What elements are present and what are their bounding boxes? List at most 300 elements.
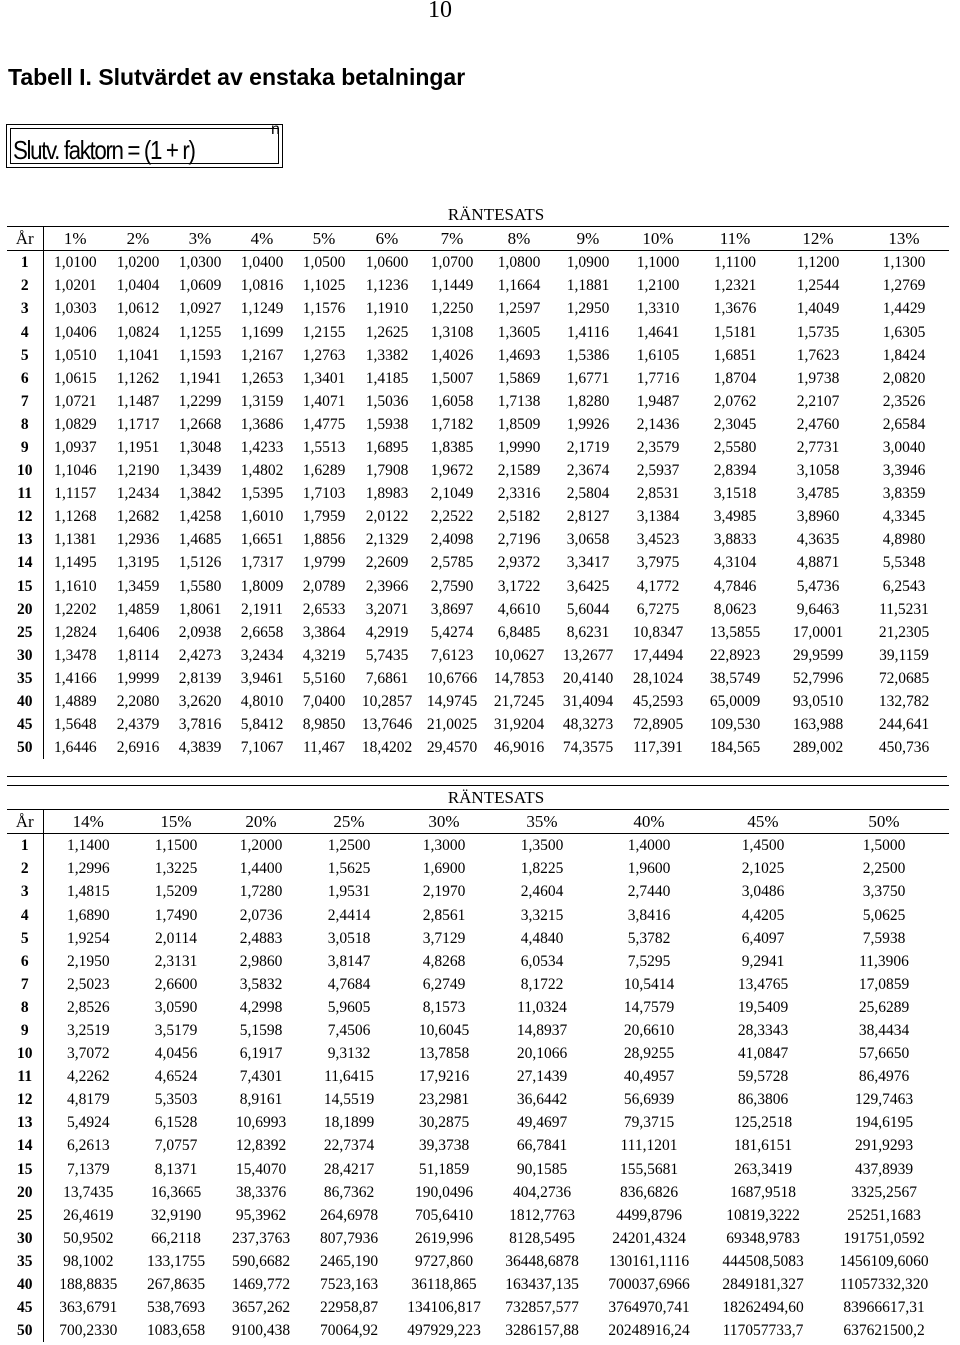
- factor-cell: 1,1941: [178, 369, 222, 387]
- factor-cell: 2,0762: [713, 392, 757, 410]
- factor-cell: 1,1000: [636, 254, 680, 272]
- factor-cell: 1,1400: [66, 837, 110, 855]
- factor-cell: 291,9293: [854, 1137, 914, 1155]
- year-cell: 50: [7, 1319, 43, 1342]
- factor-cell: 2,0114: [154, 929, 198, 947]
- table1-column-header: 3%: [169, 227, 231, 251]
- factor-cell: 19,5409: [737, 998, 789, 1016]
- factor-cell: 1,2000: [239, 837, 283, 855]
- factor-cell: 1,7280: [239, 883, 283, 901]
- factor-cell: 6,8485: [497, 623, 541, 641]
- factor-cell: 1,9738: [796, 369, 840, 387]
- factor-cell: 1,8009: [240, 577, 284, 595]
- year-cell: 5: [7, 927, 43, 950]
- factor-cell: 28,3343: [737, 1021, 789, 1039]
- factor-cell: 1,2936: [116, 531, 160, 549]
- factor-cell: 5,8412: [240, 716, 284, 734]
- factor-cell: 45,2593: [632, 693, 684, 711]
- factor-cell: 1,2668: [178, 415, 222, 433]
- factor-cell: 22,8923: [709, 646, 761, 664]
- factor-cell: 2,2500: [862, 860, 906, 878]
- factor-cell: 25,6289: [858, 998, 910, 1016]
- table2-column-header: 20%: [219, 810, 303, 834]
- table1-column-header: 11%: [693, 227, 777, 251]
- factor-cell: 1,7103: [302, 485, 346, 503]
- table-row: [7, 1111, 949, 1134]
- year-cell: 4: [7, 903, 43, 926]
- factor-cell: 2,1911: [240, 600, 284, 618]
- factor-cell: 163,988: [792, 716, 844, 734]
- factor-cell: 1,0500: [302, 254, 346, 272]
- table-row: [7, 857, 949, 880]
- factor-cell: 15,4070: [235, 1160, 287, 1178]
- factor-cell: 2,8526: [66, 998, 110, 1016]
- factor-cell: 4,1772: [636, 577, 680, 595]
- year-cell: 25: [7, 1204, 43, 1227]
- factor-cell: 8,0623: [713, 600, 757, 618]
- table-row: [7, 1065, 949, 1088]
- factor-cell: 1,4185: [365, 369, 409, 387]
- factor-cell: 3,3750: [862, 883, 906, 901]
- factor-cell: 4,8010: [240, 693, 284, 711]
- table-row: [7, 413, 949, 436]
- table-row: [7, 973, 949, 996]
- factor-cell: 1,6895: [365, 438, 409, 456]
- factor-cell: 1,5000: [862, 837, 906, 855]
- factor-cell: 1,0700: [430, 254, 474, 272]
- factor-cell: 98,1002: [63, 1252, 114, 1270]
- formula-box-inner-border: [10, 128, 279, 164]
- year-cell: 35: [7, 667, 43, 690]
- factor-cell: 3,7975: [636, 554, 680, 572]
- factor-cell: 132,782: [878, 693, 930, 711]
- factor-cell: 21,0025: [426, 716, 478, 734]
- factor-cell: 1,0406: [53, 323, 97, 341]
- factor-cell: 3,8416: [627, 906, 671, 924]
- factor-cell: 22958,87: [319, 1299, 379, 1317]
- factor-cell: 93,0510: [792, 693, 844, 711]
- page-number: 10: [428, 0, 452, 23]
- factor-cell: 700037,6966: [608, 1276, 690, 1294]
- factor-cell: 2,4414: [327, 906, 371, 924]
- year-cell: 45: [7, 1296, 43, 1319]
- table-row: [7, 1019, 949, 1042]
- factor-cell: 8,1573: [422, 998, 466, 1016]
- factor-cell: 1,6771: [566, 369, 610, 387]
- factor-cell: 14,7853: [493, 669, 545, 687]
- factor-cell: 1,4775: [302, 415, 346, 433]
- table2-column-header: 30%: [395, 810, 493, 834]
- factor-cell: 2,4273: [178, 646, 222, 664]
- factor-cell: 5,3503: [154, 1091, 198, 1109]
- year-cell: 13: [7, 528, 43, 551]
- factor-cell: 1456109,6060: [839, 1252, 929, 1270]
- factor-cell: 46,9016: [493, 739, 545, 757]
- factor-cell: 11057332,320: [839, 1276, 929, 1294]
- factor-cell: 3,7129: [422, 929, 466, 947]
- year-cell: 12: [7, 1088, 43, 1111]
- factor-cell: 2,5785: [430, 554, 474, 572]
- factor-cell: 5,1598: [239, 1021, 283, 1039]
- year-cell: 6: [7, 367, 43, 390]
- year-cell: 1: [7, 834, 43, 858]
- factor-cell: 29,9599: [792, 646, 844, 664]
- factor-cell: 1,0300: [178, 254, 222, 272]
- factor-cell: 1,4815: [66, 883, 110, 901]
- table2-group-header: RÄNTESATS: [43, 786, 949, 810]
- factor-cell: 1,3605: [497, 323, 541, 341]
- factor-cell: 13,4765: [737, 975, 789, 993]
- factor-cell: 1,1881: [566, 277, 610, 295]
- factor-cell: 1,2167: [240, 346, 284, 364]
- factor-cell: 437,8939: [854, 1160, 914, 1178]
- year-cell: 12: [7, 505, 43, 528]
- factor-cell: 72,8905: [632, 716, 684, 734]
- factor-cell: 1,5126: [178, 554, 222, 572]
- factor-cell: 10,6993: [235, 1114, 287, 1132]
- factor-cell: 1,9531: [327, 883, 371, 901]
- factor-cell: 3,1518: [713, 485, 757, 503]
- factor-cell: 1,2202: [53, 600, 97, 618]
- factor-cell: 4,8871: [796, 554, 840, 572]
- factor-cell: 14,7579: [623, 998, 675, 1016]
- factor-cell: 117057733,7: [722, 1322, 804, 1340]
- factor-cell: 194,6195: [854, 1114, 914, 1132]
- factor-cell: 3,0040: [882, 438, 926, 456]
- factor-cell: 38,3376: [235, 1183, 287, 1201]
- table1-column-header: 10%: [623, 227, 693, 251]
- factor-cell: 1,8061: [178, 600, 222, 618]
- factor-cell: 4,3219: [302, 646, 346, 664]
- interest-table-high-rates: [7, 785, 949, 1342]
- table-row: [7, 950, 949, 973]
- factor-cell: 1,2544: [796, 277, 840, 295]
- factor-cell: 155,5681: [619, 1160, 679, 1178]
- year-cell: 35: [7, 1250, 43, 1273]
- factor-cell: 5,4736: [796, 577, 840, 595]
- factor-cell: 7,1379: [66, 1160, 110, 1178]
- factor-cell: 1,2500: [327, 837, 371, 855]
- factor-cell: 3,8960: [796, 508, 840, 526]
- factor-cell: 1,1268: [53, 508, 97, 526]
- factor-cell: 1,4116: [566, 323, 610, 341]
- factor-cell: 1,7623: [796, 346, 840, 364]
- factor-cell: 1,9799: [302, 554, 346, 572]
- factor-cell: 18262494,60: [722, 1299, 804, 1317]
- year-cell: 3: [7, 880, 43, 903]
- factor-cell: 20248916,24: [608, 1322, 690, 1340]
- year-cell: 20: [7, 598, 43, 621]
- factor-cell: 4,8268: [422, 952, 466, 970]
- factor-cell: 3,7072: [66, 1045, 110, 1063]
- factor-cell: 637621500,2: [843, 1322, 925, 1340]
- factor-cell: 1,0600: [365, 254, 409, 272]
- table1-column-header: 8%: [485, 227, 553, 251]
- factor-cell: 5,0625: [862, 906, 906, 924]
- factor-cell: 1,4071: [302, 392, 346, 410]
- factor-cell: 20,6610: [623, 1021, 675, 1039]
- factor-cell: 1,0829: [53, 415, 97, 433]
- factor-cell: 4,4840: [520, 929, 564, 947]
- factor-cell: 1,2653: [240, 369, 284, 387]
- factor-cell: 8,9850: [302, 716, 346, 734]
- year-cell: 9: [7, 1019, 43, 1042]
- factor-cell: 1083,658: [146, 1322, 206, 1340]
- factor-cell: 36,6442: [516, 1091, 568, 1109]
- factor-cell: 39,1159: [879, 646, 929, 664]
- table-row: [7, 1181, 949, 1204]
- factor-cell: 2,3674: [566, 462, 610, 480]
- factor-cell: 1687,9518: [730, 1183, 796, 1201]
- factor-cell: 1,5648: [53, 716, 97, 734]
- table-row: [7, 1088, 949, 1111]
- factor-cell: 1,0800: [497, 254, 541, 272]
- table-row: [7, 1158, 949, 1181]
- factor-cell: 404,2736: [512, 1183, 572, 1201]
- factor-cell: 2,4098: [430, 531, 474, 549]
- factor-cell: 1,9672: [430, 462, 474, 480]
- year-cell: 1: [7, 251, 43, 275]
- factor-cell: 26,4619: [63, 1206, 114, 1224]
- factor-cell: 8,9161: [239, 1091, 283, 1109]
- factor-cell: 7523,163: [319, 1276, 379, 1294]
- factor-cell: 4,2262: [66, 1068, 110, 1086]
- factor-cell: 24201,4324: [612, 1229, 686, 1247]
- factor-cell: 1,2190: [116, 462, 160, 480]
- table2-corner: [7, 786, 43, 810]
- table2-column-header: 50%: [819, 810, 949, 834]
- factor-cell: 2,8139: [178, 669, 222, 687]
- table-row: [7, 320, 949, 343]
- factor-cell: 2,0789: [302, 577, 346, 595]
- factor-cell: 17,4494: [632, 646, 684, 664]
- factor-cell: 1,8385: [430, 438, 474, 456]
- year-cell: 3: [7, 297, 43, 320]
- factor-cell: 1,0200: [116, 254, 160, 272]
- factor-cell: 20,4140: [562, 669, 614, 687]
- factor-cell: 86,7362: [323, 1183, 375, 1201]
- factor-cell: 1,6890: [66, 906, 110, 924]
- factor-cell: 289,002: [792, 739, 844, 757]
- factor-cell: 4,3104: [713, 554, 757, 572]
- year-cell: 8: [7, 413, 43, 436]
- factor-cell: 2,0122: [365, 508, 409, 526]
- factor-cell: 65,0009: [709, 693, 761, 711]
- factor-cell: 807,7936: [319, 1229, 379, 1247]
- factor-cell: 2,2609: [365, 554, 409, 572]
- factor-cell: 3657,262: [231, 1299, 291, 1317]
- year-cell: 10: [7, 1042, 43, 1065]
- factor-cell: 1,7490: [154, 906, 198, 924]
- factor-cell: 1,0816: [240, 277, 284, 295]
- factor-cell: 1469,772: [231, 1276, 291, 1294]
- factor-cell: 6,1528: [154, 1114, 198, 1132]
- factor-cell: 1,5513: [302, 438, 346, 456]
- table-row: [7, 996, 949, 1019]
- factor-cell: 1,8114: [116, 646, 160, 664]
- factor-cell: 14,9745: [426, 693, 478, 711]
- factor-cell: 1,3195: [116, 554, 160, 572]
- factor-cell: 4,7846: [713, 577, 757, 595]
- factor-cell: 1,9487: [636, 392, 680, 410]
- factor-cell: 1,1910: [365, 300, 409, 318]
- factor-cell: 2,7590: [430, 577, 474, 595]
- factor-cell: 2,5804: [566, 485, 610, 503]
- factor-cell: 1,3439: [178, 462, 222, 480]
- factor-cell: 18,4202: [361, 739, 413, 757]
- factor-cell: 2,1436: [636, 415, 680, 433]
- table-row: [7, 713, 949, 736]
- factor-cell: 111,1201: [620, 1137, 678, 1155]
- factor-cell: 1,0824: [116, 323, 160, 341]
- factor-cell: 2,6584: [882, 415, 926, 433]
- factor-cell: 2,8394: [713, 462, 757, 480]
- table2-column-header: 14%: [43, 810, 133, 834]
- factor-cell: 83966617,31: [843, 1299, 925, 1317]
- factor-cell: 3,8147: [327, 952, 371, 970]
- factor-cell: 11,3906: [859, 952, 909, 970]
- factor-cell: 17,0859: [858, 975, 910, 993]
- factor-cell: 28,1024: [632, 669, 684, 687]
- table2-column-header: 45%: [707, 810, 819, 834]
- year-cell: 25: [7, 621, 43, 644]
- factor-cell: 9100,438: [231, 1322, 291, 1340]
- factor-cell: 52,7996: [792, 669, 844, 687]
- factor-cell: 2,1025: [741, 860, 785, 878]
- factor-cell: 1,6851: [713, 346, 757, 364]
- factor-cell: 1,6010: [240, 508, 284, 526]
- factor-cell: 16,3665: [150, 1183, 202, 1201]
- factor-cell: 8,1371: [154, 1160, 198, 1178]
- factor-cell: 1,1449: [430, 277, 474, 295]
- factor-cell: 2,1329: [365, 531, 409, 549]
- factor-cell: 263,3419: [733, 1160, 793, 1178]
- factor-cell: 13,2677: [562, 646, 614, 664]
- factor-cell: 1,8983: [365, 485, 409, 503]
- factor-cell: 1,1717: [116, 415, 160, 433]
- factor-cell: 2,1589: [497, 462, 541, 480]
- table1-group-header: RÄNTESATS: [43, 203, 949, 227]
- factor-cell: 3,1058: [796, 462, 840, 480]
- factor-cell: 8,6231: [566, 623, 610, 641]
- table-row: [7, 1250, 949, 1273]
- factor-cell: 1,6446: [53, 739, 97, 757]
- factor-cell: 1,7138: [497, 392, 541, 410]
- factor-cell: 4,4205: [741, 906, 785, 924]
- factor-cell: 38,4434: [858, 1021, 910, 1039]
- factor-cell: 1,2321: [713, 277, 757, 295]
- table2-column-header: 25%: [303, 810, 395, 834]
- formula-box: [6, 124, 283, 168]
- table-row: [7, 1204, 949, 1227]
- table1-column-header: 6%: [355, 227, 419, 251]
- factor-cell: 1,0400: [240, 254, 284, 272]
- page-title: Tabell I. Slutvärdet av enstaka betalningar: [8, 64, 466, 90]
- factor-cell: 11,0324: [517, 998, 567, 1016]
- factor-cell: 1,1381: [53, 531, 97, 549]
- factor-cell: 70064,92: [319, 1322, 379, 1340]
- year-cell: 40: [7, 690, 43, 713]
- factor-cell: 1,2763: [302, 346, 346, 364]
- factor-cell: 1,1046: [53, 462, 97, 480]
- factor-cell: 3,3864: [302, 623, 346, 641]
- factor-cell: 1,4233: [240, 438, 284, 456]
- factor-cell: 1,2769: [882, 277, 926, 295]
- factor-cell: 3,5832: [239, 975, 283, 993]
- factor-cell: 2,1049: [430, 485, 474, 503]
- factor-cell: 86,3806: [737, 1091, 789, 1109]
- factor-cell: 1,1500: [154, 837, 198, 855]
- table-row: [7, 367, 949, 390]
- factor-cell: 4,6610: [497, 600, 541, 618]
- factor-cell: 237,3763: [231, 1229, 291, 1247]
- factor-cell: 1,4429: [882, 300, 926, 318]
- factor-cell: 10,6045: [418, 1021, 470, 1039]
- table-row: [7, 598, 949, 621]
- factor-cell: 56,6939: [623, 1091, 675, 1109]
- factor-cell: 1,3686: [240, 415, 284, 433]
- factor-cell: 11,6415: [324, 1068, 374, 1086]
- factor-cell: 1,3108: [430, 323, 474, 341]
- factor-cell: 1,4859: [116, 600, 160, 618]
- factor-cell: 1,2625: [365, 323, 409, 341]
- factor-cell: 3,4985: [713, 508, 757, 526]
- factor-cell: 2,7196: [497, 531, 541, 549]
- factor-cell: 1,7908: [365, 462, 409, 480]
- factor-cell: 2,8561: [422, 906, 466, 924]
- factor-cell: 2,0938: [178, 623, 222, 641]
- table-row: [7, 274, 949, 297]
- factor-cell: 2,3131: [154, 952, 198, 970]
- factor-cell: 5,4924: [66, 1114, 110, 1132]
- table1-column-header: 13%: [859, 227, 949, 251]
- factor-cell: 4,2919: [365, 623, 409, 641]
- year-cell: 6: [7, 950, 43, 973]
- factor-cell: 4,3635: [796, 531, 840, 549]
- factor-cell: 1,8280: [566, 392, 610, 410]
- factor-cell: 6,2749: [422, 975, 466, 993]
- factor-cell: 14,8937: [516, 1021, 568, 1039]
- factor-cell: 18,1899: [323, 1114, 375, 1132]
- factor-cell: 4,8179: [66, 1091, 110, 1109]
- factor-cell: 7,6861: [365, 669, 409, 687]
- factor-cell: 5,5160: [302, 669, 346, 687]
- interest-table-low-rates: [7, 203, 949, 759]
- factor-cell: 2,8127: [566, 508, 610, 526]
- factor-cell: 36118,865: [411, 1276, 477, 1294]
- factor-cell: 28,4217: [323, 1160, 375, 1178]
- factor-cell: 1,2250: [430, 300, 474, 318]
- factor-cell: 134106,817: [407, 1299, 481, 1317]
- factor-cell: 10819,3222: [726, 1206, 800, 1224]
- table-row: [7, 528, 949, 551]
- factor-cell: 1,2434: [116, 485, 160, 503]
- table-row: [7, 251, 949, 275]
- factor-cell: 13,7646: [361, 716, 413, 734]
- factor-cell: 4,7684: [327, 975, 371, 993]
- year-cell: 7: [7, 390, 43, 413]
- table-row: [7, 667, 949, 690]
- table-row: [7, 482, 949, 505]
- factor-cell: 2,6600: [154, 975, 198, 993]
- factor-cell: 7,4301: [239, 1068, 283, 1086]
- factor-cell: 1,7317: [240, 554, 284, 572]
- factor-cell: 3,0486: [741, 883, 785, 901]
- factor-cell: 38,5749: [709, 669, 761, 687]
- factor-cell: 31,9204: [493, 716, 545, 734]
- table1-column-header: 2%: [107, 227, 169, 251]
- factor-cell: 13,7435: [63, 1183, 114, 1201]
